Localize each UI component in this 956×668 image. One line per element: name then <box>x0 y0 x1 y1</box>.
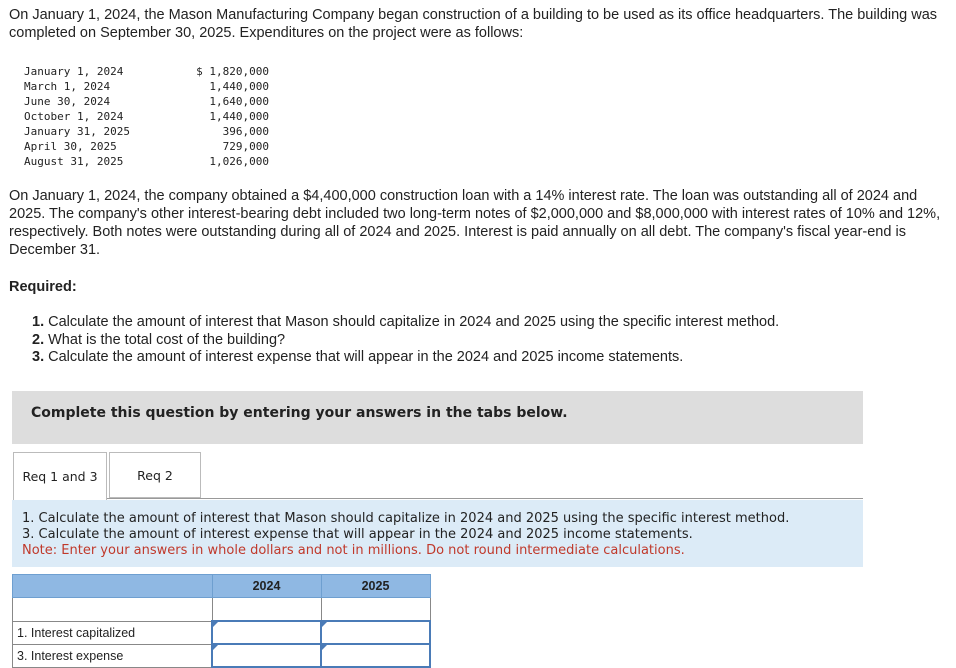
interest-capitalized-2025-input[interactable] <box>322 622 429 643</box>
answer-row-interest-capitalized <box>13 621 431 644</box>
requirement-text: What is the total cost of the building? <box>48 331 286 348</box>
row-label-interest-expense: 3. Interest expense <box>13 644 213 667</box>
expenditure-amount: 396,000 <box>222 125 269 138</box>
expenditure-row <box>24 109 269 124</box>
header-blank-cell <box>13 575 213 598</box>
question-line-1: 1. Calculate the amount of interest that Mason should capitalize in 2024 and 2025 using the specific interest method. <box>22 511 790 526</box>
interest-expense-2024-input[interactable] <box>213 645 320 666</box>
row-label-interest-capitalized: 1. Interest capitalized <box>13 621 213 644</box>
loan-details-paragraph: On January 1, 2024, the company obtained a $4,400,000 construction loan with a 14% interest rate. The loan was outstanding all of 2024 and 2025. The company's other interest-bearing debt included two long-term notes of $2,000,000 and $8,000,000 with interest rates of 10% and 12%, respectively. Both notes were outstanding during all of 2024 and 2025. Interest is paid annually on all debt. The company's fiscal year-end is December 31. <box>9 188 941 258</box>
expenditure-date: June 30, 2024 <box>24 95 111 108</box>
interest-expense-2024-cell <box>212 644 321 667</box>
answer-row-interest-expense <box>13 644 431 667</box>
expenditure-date: August 31, 2025 <box>24 155 124 168</box>
instruction-banner <box>12 391 863 444</box>
requirement-text: Calculate the amount of interest expense that will appear in the 2024 and 2025 income statements. <box>48 349 684 365</box>
answer-table <box>12 574 431 668</box>
requirement-item <box>32 332 779 350</box>
requirements-list <box>32 314 779 367</box>
expenditure-row <box>24 79 269 94</box>
expenditure-row <box>24 64 269 79</box>
interest-capitalized-2024-input[interactable] <box>213 622 320 643</box>
instruction-text: Complete this question by entering your answers in the tabs below. <box>31 405 568 421</box>
expenditure-date: October 1, 2024 <box>24 110 124 123</box>
tab-req-2[interactable]: Req 2 <box>109 452 201 498</box>
column-header-2025: 2025 <box>321 575 430 598</box>
expenditure-row <box>24 154 269 169</box>
requirement-number: 1. <box>32 314 45 330</box>
expenditure-amount: $ 1,820,000 <box>196 65 269 78</box>
interest-expense-2025-cell <box>321 644 430 667</box>
expenditure-amount: 1,440,000 <box>209 110 269 123</box>
requirement-number: 2. <box>32 331 45 348</box>
requirement-item <box>32 349 779 367</box>
interest-expense-2025-input[interactable] <box>322 645 429 666</box>
expenditure-date: January 1, 2024 <box>24 65 124 78</box>
column-header-2024: 2024 <box>212 575 321 598</box>
interest-capitalized-2024-cell <box>212 621 321 644</box>
expenditure-amount: 1,026,000 <box>209 155 269 168</box>
expenditure-date: April 30, 2025 <box>24 140 117 153</box>
requirement-item <box>32 314 779 332</box>
tab-divider <box>107 498 863 499</box>
required-heading: Required: <box>9 279 77 295</box>
expenditure-row <box>24 124 269 139</box>
tab-req-1-and-3[interactable]: Req 1 and 3 <box>13 452 107 500</box>
question-panel <box>12 500 863 567</box>
interest-capitalized-2025-cell <box>321 621 430 644</box>
expenditure-row <box>24 94 269 109</box>
answer-header-row <box>13 575 431 598</box>
expenditure-amount: 1,440,000 <box>209 80 269 93</box>
expenditures-table <box>24 64 269 169</box>
expenditure-row <box>24 139 269 154</box>
requirement-text: Calculate the amount of interest that Mason should capitalize in 2024 and 2025 using the specific interest method. <box>48 314 780 330</box>
expenditure-date: March 1, 2024 <box>24 80 111 93</box>
expenditure-amount: 1,640,000 <box>209 95 269 108</box>
expenditure-date: January 31, 2025 <box>24 125 130 138</box>
question-line-3: 3. Calculate the amount of interest expense that will appear in the 2024 and 2025 income statements. <box>22 527 693 542</box>
problem-intro: On January 1, 2024, the Mason Manufacturing Company began construction of a building to be used as its office headquarters. The building was completed on September 30, 2025. Expenditures on the project were as follows: <box>9 7 938 41</box>
spacer-row <box>13 598 431 622</box>
requirement-number: 3. <box>32 349 45 365</box>
question-note: Note: Enter your answers in whole dollars and not in millions. Do not round intermediate calculations. <box>22 543 685 558</box>
expenditure-amount: 729,000 <box>222 140 269 153</box>
